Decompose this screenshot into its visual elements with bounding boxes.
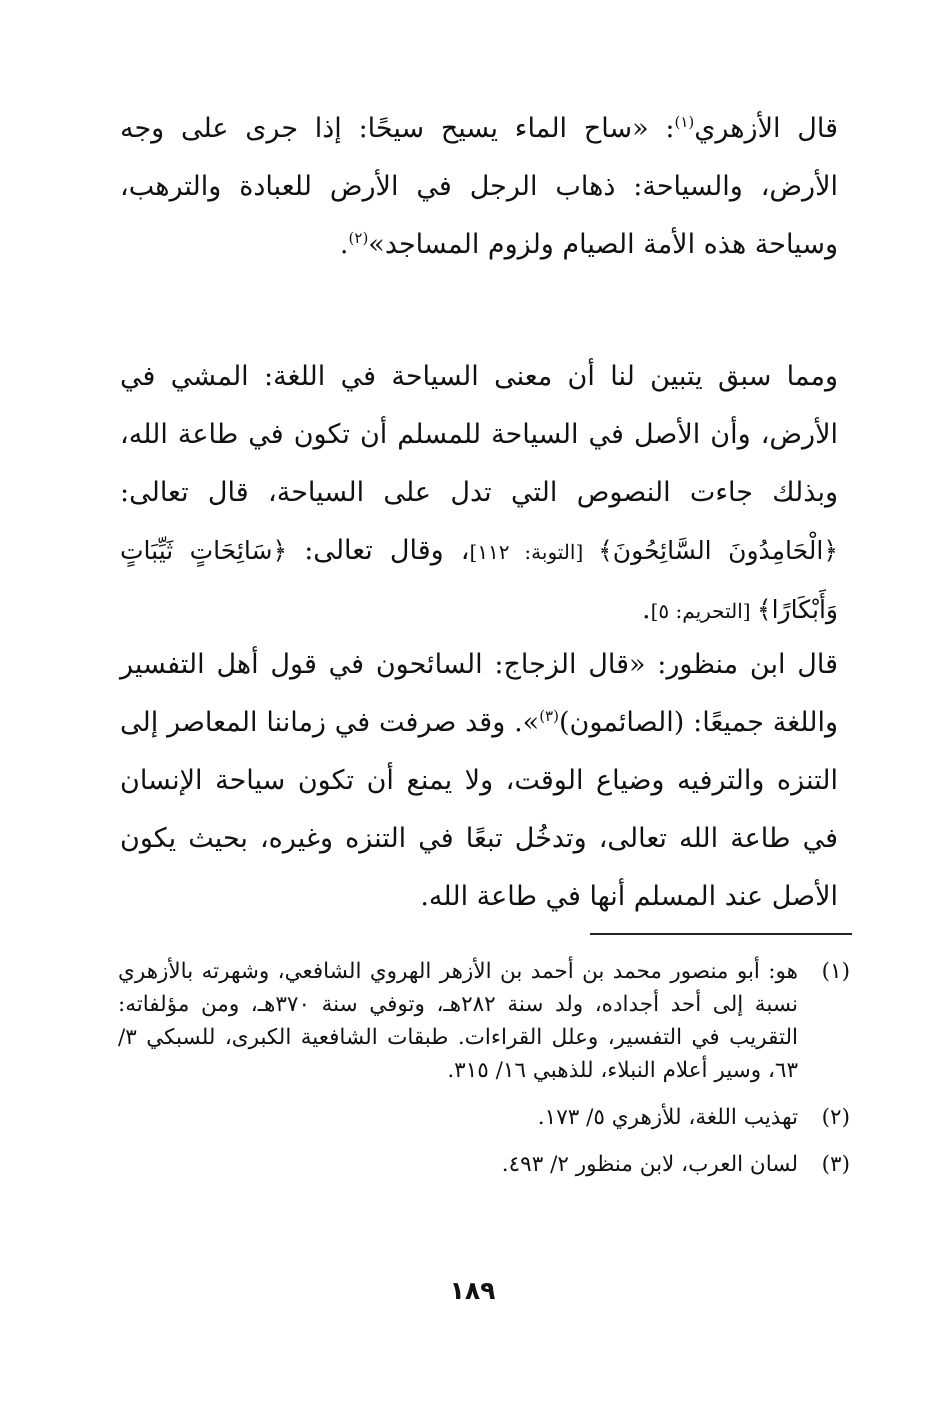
footnote-3 <box>118 1148 850 1181</box>
footnote-separator <box>590 933 852 935</box>
paragraph-ibn-manzur <box>120 636 838 926</box>
paragraph-2-text-a: ومما سبق يتبين لنا أن معنى السياحة في اللغة: المشي في الأرض، وأن الأصل في السياحة للمسلم أن تكون في طاعة الله، وبذلك جاءت النصوص التي تدل على السياحة، قال تعالى: <box>120 361 838 508</box>
paragraph-3-text-b: ». وقد صرفت في زماننا المعاصر إلى التنزه والترفيه وضياع الوقت، ولا يمنع أن تكون سياحة الإنسان في طاعة الله تعالى، وتدخُل تبعًا في التنزه وغيره، بحيث يكون الأصل عند المسلم أنها في طاعة الله. <box>120 707 838 912</box>
quran-reference-tawbah: [التوبة: ١١٢] <box>469 540 599 564</box>
footnote-3-number: (٣) <box>821 1152 850 1177</box>
footnote-2 <box>118 1101 850 1134</box>
paragraph-azhari-definition <box>120 100 838 274</box>
footnote-marker-3: (٣) <box>539 707 559 725</box>
quran-quote-tawbah: ﴿الْحَامِدُونَ السَّائِحُونَ﴾ <box>598 536 838 565</box>
paragraph-3-text-a: قال ابن منظور: «قال الزجاج: السائحون في قول أهل التفسير واللغة جميعًا: (الصائمون) <box>120 649 838 738</box>
paragraph-1-text-c: . <box>339 229 349 260</box>
footnote-marker-2: (٢) <box>348 229 369 247</box>
footnotes-section <box>118 955 850 1195</box>
footnote-2-text: تهذيب اللغة، للأزهري ٥/ ١٧٣. <box>537 1105 798 1130</box>
footnote-1 <box>118 955 850 1087</box>
footnote-3-text: لسان العرب، لابن منظور ٢/ ٤٩٣. <box>501 1152 798 1177</box>
paragraph-2-text-b: ، وقال تعالى: <box>287 535 470 566</box>
footnote-marker-1: (١) <box>674 113 695 131</box>
page-number: ١٨٩ <box>449 1276 496 1305</box>
paragraph-1-text-b: : «ساح الماء يسيح سيحًا: إذا جرى على وجه الأرض، والسياحة: ذهاب الرجل في الأرض للعبادة والترهب، وسياحة هذه الأمة الصيام ولزوم المساجد» <box>120 113 838 260</box>
paragraph-1-text-a: قال الأزهري <box>694 113 838 144</box>
quran-quote-tahrim: ﴿سَائِحَاتٍ ثَيِّبَاتٍ وَأَبْكَارًا﴾ <box>120 536 838 624</box>
footnote-1-text: هو: أبو منصور محمد بن أحمد بن الأزهر الهروي الشافعي، وشهرته بالأزهري نسبة إلى أحد أجداده، ولد سنة ٢٨٢هـ، وتوفي سنة ٣٧٠هـ، ومن مؤلفاته: التقريب في التفسير، وعلل القراءات. طبقات الشافعية الكبرى، للسبكي ٣/ ٦٣، وسير أعلام النبلاء، للذهبي ١٦/ ٣١٥. <box>118 959 798 1083</box>
paragraph-linguistic-meaning <box>120 348 838 640</box>
quran-reference-tahrim: [التحريم: ٥] <box>650 599 757 623</box>
footnote-2-number: (٢) <box>821 1105 850 1130</box>
paragraph-2-text-c: . <box>642 594 651 625</box>
footnote-1-number: (١) <box>821 959 850 984</box>
